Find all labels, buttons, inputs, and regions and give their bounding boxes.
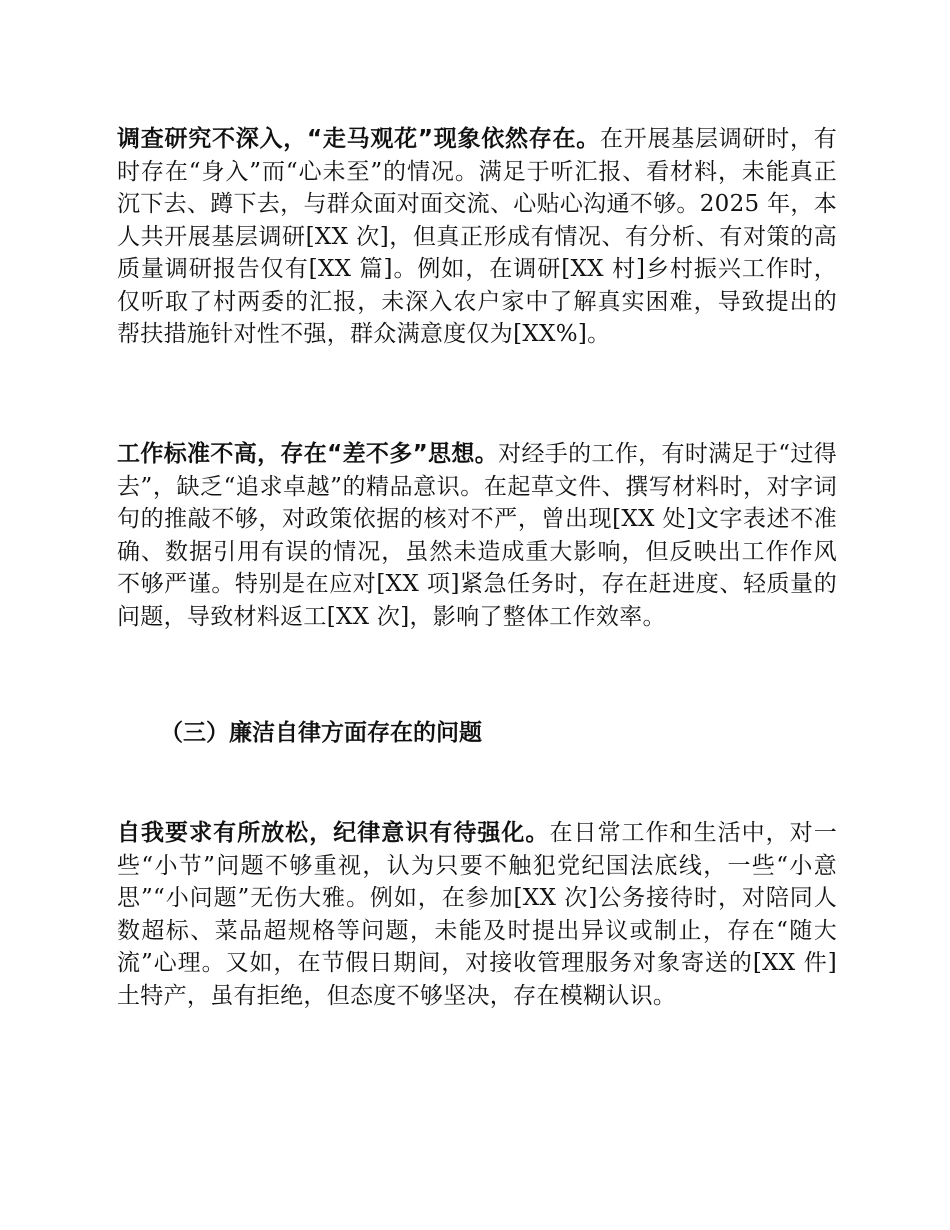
paragraph-lead: 工作标准不高，存在“差不多”思想。	[117, 441, 499, 467]
paragraph-self-discipline	[117, 817, 837, 1012]
paragraph-body: 在开展基层调研时，有时存在“身入”而“心未至”的情况。满足于听汇报、看材料，未能真正沉下去、蹲下去，与群众面对面交流、心贴心沟通不够。2025 年，本人共开展基层调研[XX 次]，但真正形成有情况、有分析、有对策的高质量调研报告仅有[XX 篇]。例如，在调研[XX 村]乡村振兴工作时，仅听取了村两委的汇报，未深入农户家中了解真实困难，导致提出的帮扶措施针对性不强，群众满意度仅为[XX%]。	[117, 126, 837, 347]
paragraph-body: 在日常工作和生活中，对一些“小节”问题不够重视，认为只要不触犯党纪国法底线，一些“小意思”“小问题”无伤大雅。例如，在参加[XX 次]公务接待时，对陪同人数超标、菜品超规格等问题，未能及时提出异议或制止，存在“随大流”心理。又如，在节假日期间，对接收管理服务对象寄送的[XX 件]土特产，虽有拒绝，但态度不够坚决，存在模糊认识。	[117, 820, 837, 1009]
paragraph-research	[117, 123, 837, 351]
paragraph-work-standard	[117, 438, 837, 633]
section-heading: （三）廉洁自律方面存在的问题	[160, 720, 482, 746]
paragraph-lead: 调查研究不深入，“走马观花”现象依然存在。	[117, 126, 600, 152]
paragraph-body: 对经手的工作，有时满足于“过得去”，缺乏“追求卓越”的精品意识。在起草文件、撰写材料时，对字词句的推敲不够，对政策依据的核对不严，曾出现[XX 处]文字表述不准确、数据引用有误的情况，虽然未造成重大影响，但反映出工作作风不够严谨。特别是在应对[XX 项]紧急任务时，存在赶进度、轻质量的问题，导致材料返工[XX 次]，影响了整体工作效率。	[117, 441, 837, 630]
paragraph-lead: 自我要求有所放松，纪律意识有待强化。	[117, 820, 550, 846]
